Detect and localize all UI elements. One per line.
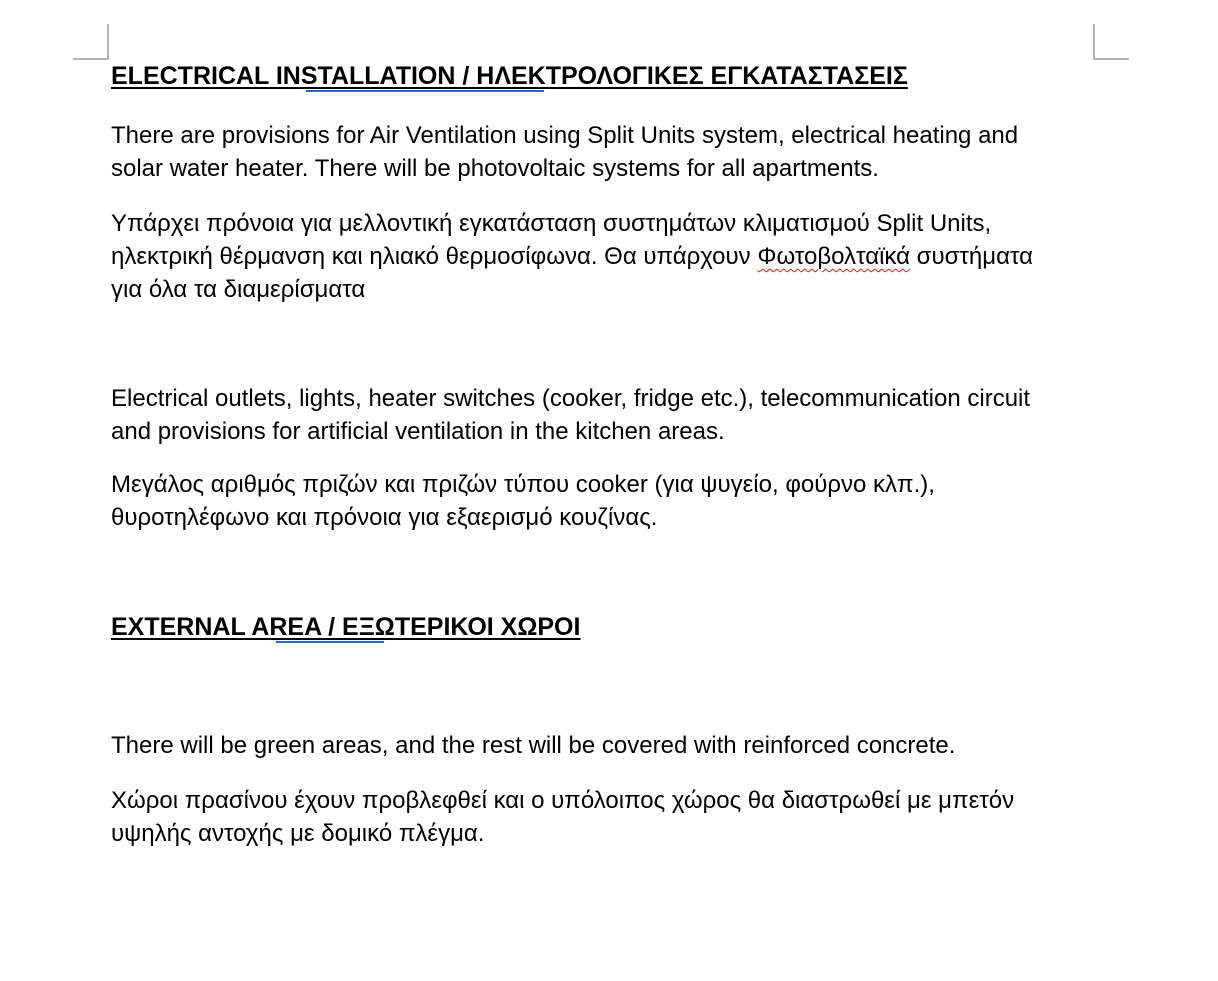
paragraph-electrical-gr-1: [111, 207, 1111, 306]
paragraph-external-gr: [111, 784, 1111, 850]
text-segment: συστήματα: [916, 243, 1033, 270]
text-line: Μεγάλος αριθμός πριζών και πριζών τύπου cooker (για ψυγείο, φούρνο κλπ.),: [111, 471, 935, 498]
text-line: για όλα τα διαμερίσματα: [111, 276, 366, 303]
grammar-underline-mark: [306, 90, 544, 92]
misspelled-word: Φωτοβολταϊκά: [757, 243, 910, 270]
paragraph-electrical-en-2: [111, 382, 1111, 448]
paragraph-electrical-gr-2: [111, 468, 1111, 534]
text-line: Χώροι πρασίνου έχουν προβλεφθεί και ο υπόλοιπος χώρος θα διαστρωθεί με μπετόν: [111, 787, 1015, 814]
text-line: Electrical outlets, lights, heater switches (cooker, fridge etc.), telecommunication circuit: [111, 385, 1031, 412]
text-line: and provisions for artificial ventilation in the kitchen areas.: [111, 418, 725, 445]
section-heading-external: EXTERNAL AREA / ΕΞΩΤΕΡΙΚΟΙ ΧΩΡΟΙ: [111, 613, 581, 641]
text-line: Υπάρχει πρόνοια για μελλοντική εγκατάσταση συστημάτων κλιματισμού Split Units,: [111, 210, 992, 237]
text-line: There will be green areas, and the rest will be covered with reinforced concrete.: [111, 732, 956, 759]
top-right-margin-mark: [1093, 24, 1129, 60]
top-left-margin-mark: [73, 24, 109, 60]
paragraph-external-en: [111, 729, 1111, 762]
section-heading-electrical: ELECTRICAL INSTALLATION / ΗΛΕΚΤΡΟΛΟΓΙΚΕΣ ΕΓΚΑΤΑΣΤΑΣΕΙΣ: [111, 62, 908, 90]
paragraph-electrical-en-1: [111, 119, 1111, 185]
text-line: [111, 240, 1111, 273]
text-line: There are provisions for Air Ventilation using Split Units system, electrical heating and: [111, 122, 1019, 149]
text-segment: ηλεκτρική θέρμανση και ηλιακό θερμοσίφωνα. Θα υπάρχουν: [111, 243, 751, 270]
grammar-underline-mark: [276, 641, 384, 643]
text-line: solar water heater. There will be photovoltaic systems for all apartments.: [111, 155, 879, 182]
text-line: υψηλής αντοχής με δομικό πλέγμα.: [111, 820, 485, 847]
text-line: θυροτηλέφωνο και πρόνοια για εξαερισμό κουζίνας.: [111, 504, 658, 531]
